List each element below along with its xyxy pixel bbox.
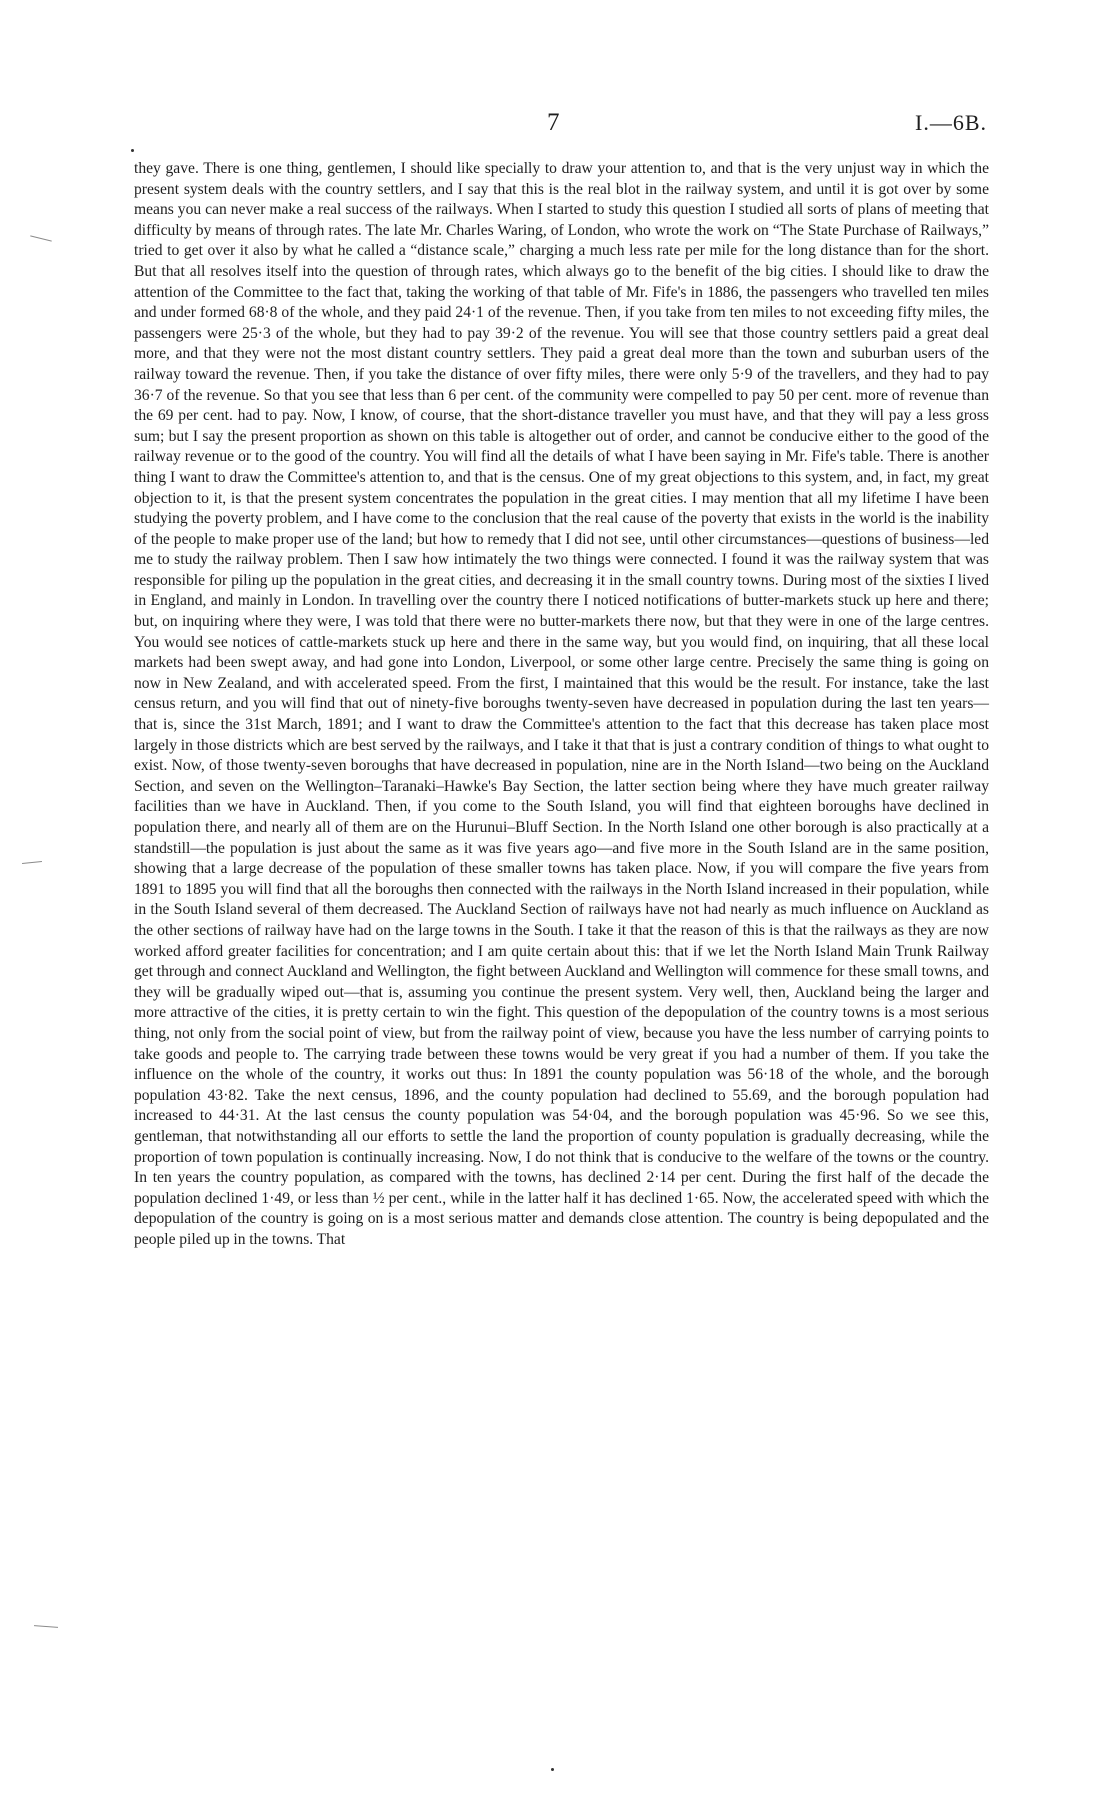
margin-mark — [22, 861, 42, 864]
print-speck — [551, 1768, 554, 1771]
page-header — [0, 108, 1114, 138]
margin-mark — [30, 235, 52, 241]
print-speck — [131, 149, 134, 152]
paper-reference: I.—6B. — [915, 110, 987, 135]
body-paragraph: they gave. There is one thing, gentlemen, I should like specially to draw your attention to, and that is the very unjust way in which the present system deals with the country settlers, and I say that this is the real blot in the railway system, and until it is got over by some means you can never make a real success of the railways. When I started to study this question I studied all sorts of plans of meeting that difficulty by means of through rates. The late Mr. Charles Waring, of London, who wrote the work on “The State Purchase of Railways,” tried to get over it also by what he called a “distance scale,” charging a much less rate per mile for the long distance than for the short. But that all resolves itself into the question of through rates, which always go to the benefit of the big cities. I should like to draw the attention of the Committee to the fact that, taking the working of that table of Mr. Fife's in 1886, the passengers who travelled ten miles and under formed 68·8 of the whole, and they paid 24·1 of the revenue. Then, if you take from ten miles to not exceeding fifty miles, the passengers were 25·3 of the whole, but they had to pay 39·2 of the revenue. You will see that those country settlers paid a great deal more, and that they were not the most distant country settlers. They paid a great deal more than the town and suburban users of the railway toward the revenue. Then, if you take the distance of over fifty miles, there were only 5·9 of the travellers, and they had to pay 36·7 of the revenue. So that you see that less than 6 per cent. of the community were compelled to pay 50 per cent. more of revenue than the 69 per cent. had to pay. Now, I know, of course, that the short-distance traveller you must have, and that they will pay a less gross sum; but I say the present proportion as shown on this table is altogether out of order, and cannot be conducive either to the good of the railway revenue or to the good of the country. You will find all the details of what I have been saying in Mr. Fife's table. There is another thing I want to draw the Committee's attention to, and that is the census. One of my great objections to this system, and, in fact, my great objection to it, is that the present system concentrates the population in the great cities. I may mention that all my lifetime I have been studying the poverty problem, and I have come to the conclusion that the real cause of the poverty that exists in the world is the inability of the people to make proper use of the land; but how to remedy that I did not see, until other circumstances—questions of business—led me to study the railway problem. Then I saw how intimately the two things were connected. I found it was the railway system that was responsible for piling up the population in the great cities, and decreasing it in the small country towns. During most of the sixties I lived in England, and mainly in London. In travelling over the country there I noticed notifications of butter-markets stuck up here and there; but, on inquiring where they were, I was told that there were no butter-markets there now, but that they were in one of the large centres. You would see notices of cattle-markets stuck up here and there in the same way, but you would find, on inquiring, that all these local markets had been swept away, and had gone into London, Liverpool, or some other large centre. Precisely the same thing is going on now in New Zealand, and with accelerated speed. From the first, I maintained that this would be the result. For instance, take the last census return, and you will find that out of ninety-five boroughs twenty-seven have decreased in population during the last ten years—that is, since the 31st March, 1891; and I want to draw the Committee's attention to the fact that this decrease has taken place most largely in those districts which are best served by the railways, and I take it that that is just a contrary condition of things to what ought to exist. Now, of those twenty-seven boroughs that have decreased in population, nine are in the North Island—two being on the Auckland Section, and seven on the Wellington–Taranaki–Hawke's Bay Section, the latter section being where they have much greater railway facilities than we have in Auckland. Then, if you come to the South Island, you will find that eighteen boroughs have declined in population there, and nearly all of them are on the Hurunui–Bluff Section. In the North Island one other borough is also practically at a standstill—the population is just about the same as it was five years ago—and five more in the South Island are in the same position, showing that a large decrease of the population of these smaller towns has taken place. Now, if you will compare the five years from 1891 to 1895 you will find that all the boroughs then connected with the railways in the North Island increased in their population, while in the South Island several of them decreased. The Auckland Section of railways have not had nearly as much influence on Auckland as the other sections of railway have had on the large towns in the South. I take it that the reason of this is that the railways as they are now worked afford greater facilities for concentration; and I am quite certain about this: that if we let the North Island Main Trunk Railway get through and connect Auckland and Wellington, the fight between Auckland and Wellington will commence for these small towns, and they will be gradually wiped out—that is, assuming you continue the present system. Very well, then, Auckland being the larger and more attractive of the cities, it is pretty certain to win the fight. This question of the depopulation of the country towns is a most serious thing, not only from the social point of view, but from the railway point of view, because you have the less number of carrying points to take goods and people to. The carrying trade between these towns would be very great if you had a number of them. If you take the influence on the whole of the country, it works out thus: In 1891 the county population was 56·18 of the whole, and the borough population 43·82. Take the next census, 1896, and the county population had declined to 55.69, and the borough population had increased to 44·31. At the last census the county population was 54·04, and the borough population was 45·96. So we see this, gentleman, that notwithstanding all our efforts to settle the land the proportion of county population is gradually decreasing, while the proportion of town population is continually increasing. Now, I do not think that is conducive to the welfare of the towns or the country. In ten years the country population, as compared with the towns, has declined 2·14 per cent. During the first half of the decade the population declined 1·49, or less than ½ per cent., while in the latter half it has declined 1·65. Now, the accelerated speed with which the depopulation of the country is going on is a most serious matter and demands close attention. The country is being depopulated and the people piled up in the towns. That — [134, 160, 989, 1248]
page-number: 7 — [547, 109, 560, 136]
margin-mark — [34, 1625, 58, 1628]
